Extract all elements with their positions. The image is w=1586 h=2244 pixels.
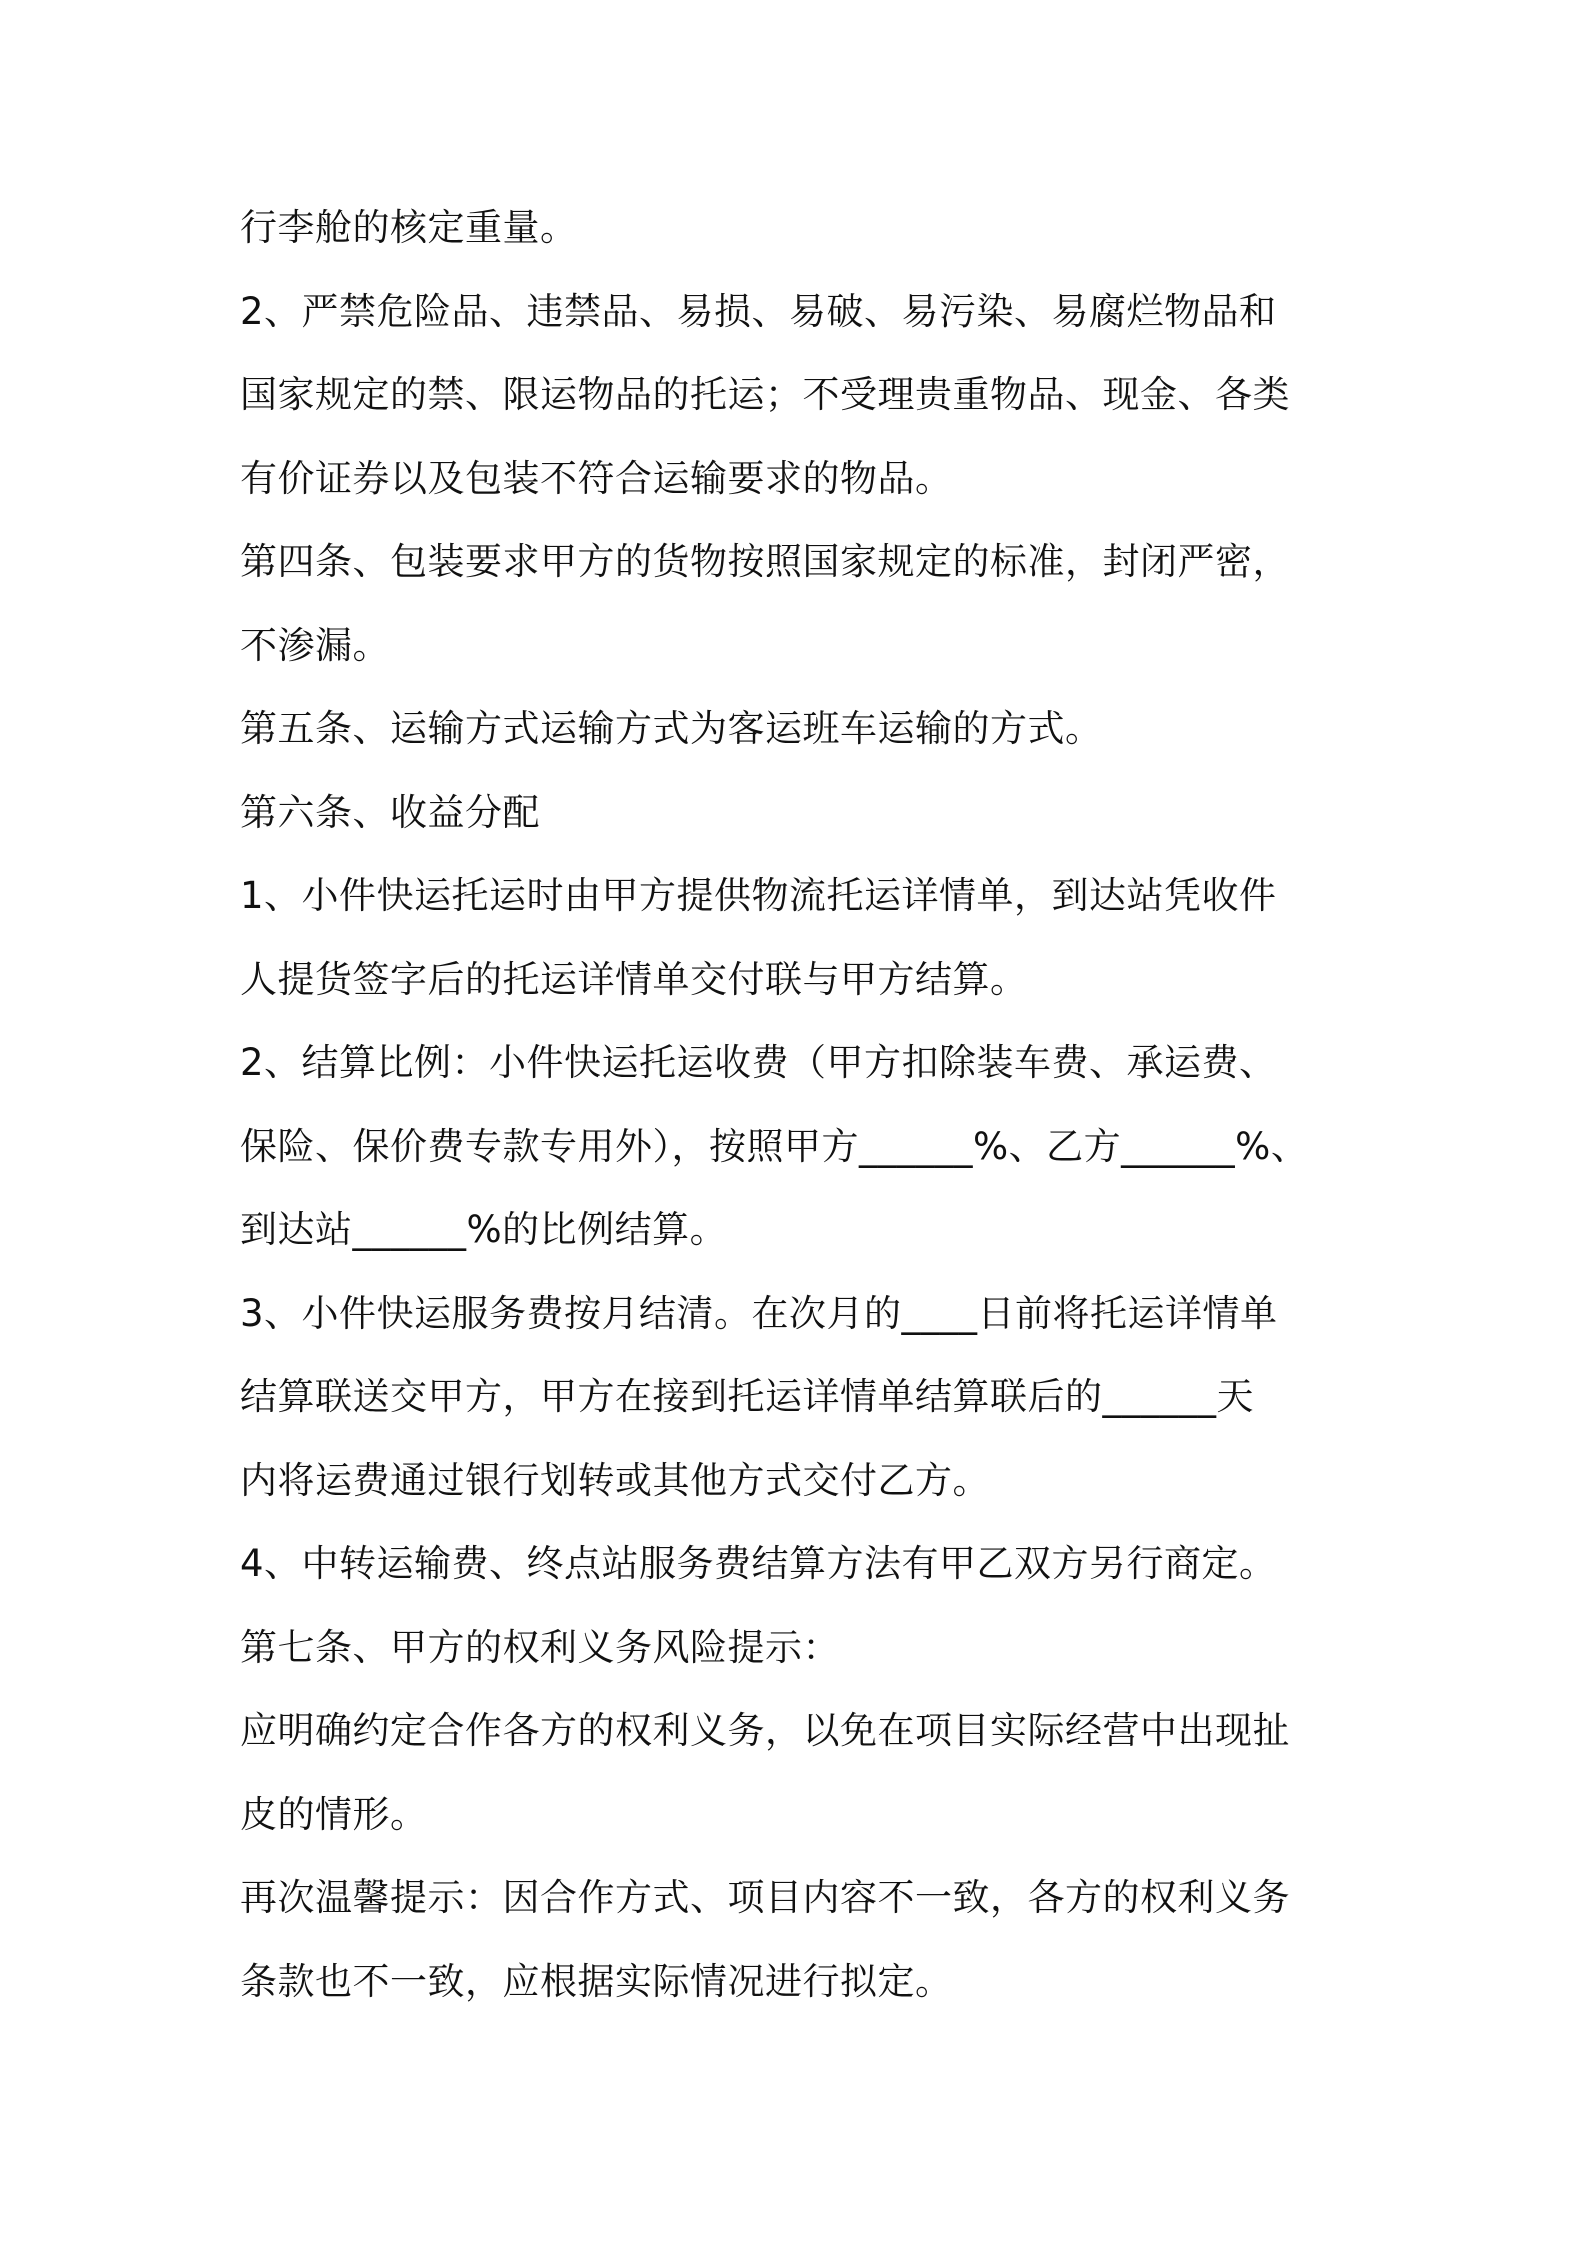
text-line: 条款也不一致，应根据实际情况进行拟定。 (240, 1959, 953, 2003)
text-line: 结算联送交甲方，甲方在接到托运详情单结算联后的______天 (240, 1375, 1254, 1418)
text-line: 到达站______%的比例结算。 (240, 1208, 728, 1251)
section-heading: 第六条、收益分配 (240, 790, 540, 834)
text-line: 第五条、运输方式运输方式为客运班车运输的方式。 (240, 707, 1103, 750)
text-line: 内将运费通过银行划转或其他方式交付乙方。 (240, 1458, 990, 1502)
text-line: 有价证券以及包装不符合运输要求的物品。 (240, 456, 953, 500)
text-line: 国家规定的禁、限运物品的托运；不受理贵重物品、现金、各类 (240, 373, 1290, 416)
text-line: 第四条、包装要求甲方的货物按照国家规定的标准，封闭严密， (240, 540, 1290, 583)
text-line: 应明确约定合作各方的权利义务，以免在项目实际经营中出现扯 (240, 1709, 1290, 1752)
text-line: 3、小件快运服务费按月结清。在次月的____日前将托运详情单 (240, 1291, 1278, 1335)
text-line: 保险、保价费专款专用外），按照甲方______%、乙方______%、 (240, 1124, 1309, 1168)
text-line: 行李舱的核定重量。 (240, 206, 578, 249)
text-line: 不渗漏。 (240, 623, 390, 667)
text-line: 再次温馨提示：因合作方式、项目内容不一致，各方的权利义务 (240, 1876, 1290, 1919)
text-line: 1、小件快运托运时由甲方提供物流托运详情单，到达站凭收件 (240, 874, 1277, 917)
text-line: 人提货签字后的托运详情单交付联与甲方结算。 (240, 957, 1028, 1001)
document-body (240, 198, 1370, 2035)
text-line: 皮的情形。 (240, 1792, 428, 1836)
text-line: 4、中转运输费、终点站服务费结算方法有甲乙双方另行商定。 (240, 1542, 1277, 1585)
section-heading: 第七条、甲方的权利义务风险提示： (240, 1625, 840, 1669)
text-line: 2、结算比例：小件快运托运收费（甲方扣除装车费、承运费、 (240, 1041, 1277, 1084)
text-line: 2、严禁危险品、违禁品、易损、易破、易污染、易腐烂物品和 (240, 289, 1277, 333)
